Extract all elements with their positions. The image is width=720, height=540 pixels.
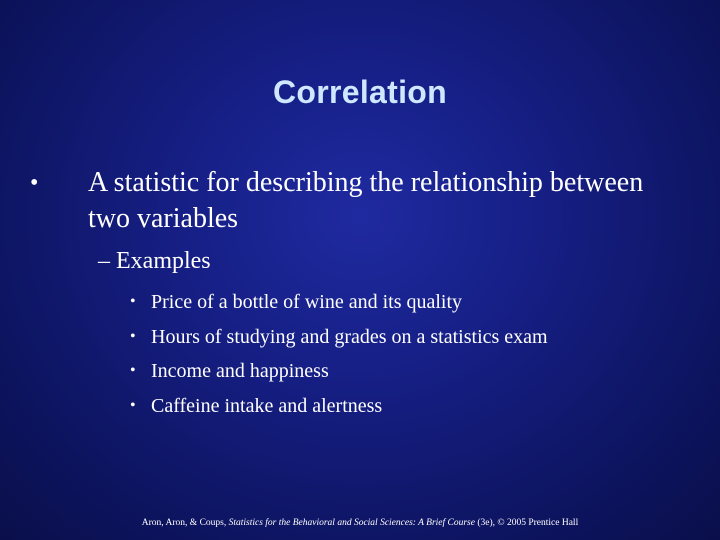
footer-copyright: (3e), © 2005 Prentice Hall — [477, 518, 579, 528]
list-item-text: Price of a bottle of wine and its quality — [151, 291, 463, 313]
list-item — [130, 285, 548, 320]
bullet-marker: • — [130, 327, 136, 345]
bullet-marker: • — [130, 396, 136, 414]
list-item — [130, 354, 548, 389]
bullet-marker: • — [130, 362, 136, 379]
bullet-marker: • — [30, 170, 39, 196]
list-item-text: Income and happiness — [151, 360, 329, 382]
sub-heading-text: Examples — [116, 248, 211, 274]
list-item-text: Hours of studying and grades on a statistics exam — [151, 325, 548, 348]
citation-footer — [0, 518, 720, 528]
footer-authors: Aron, Aron, & Coups, — [141, 518, 227, 528]
dash-marker: – — [98, 248, 110, 274]
sub-heading — [98, 246, 211, 276]
examples-list — [130, 285, 548, 423]
list-item — [130, 389, 548, 424]
main-bullet — [30, 165, 670, 237]
main-bullet-text: A statistic for describing the relationship between two variables — [88, 167, 644, 234]
list-item-text: Caffeine intake and alertness — [151, 394, 383, 417]
list-item — [130, 320, 548, 355]
bullet-marker: • — [130, 293, 136, 310]
slide-title: Correlation — [273, 74, 447, 110]
footer-book-title: Statistics for the Behavioral and Social Sciences: A Brief Course — [228, 518, 475, 528]
